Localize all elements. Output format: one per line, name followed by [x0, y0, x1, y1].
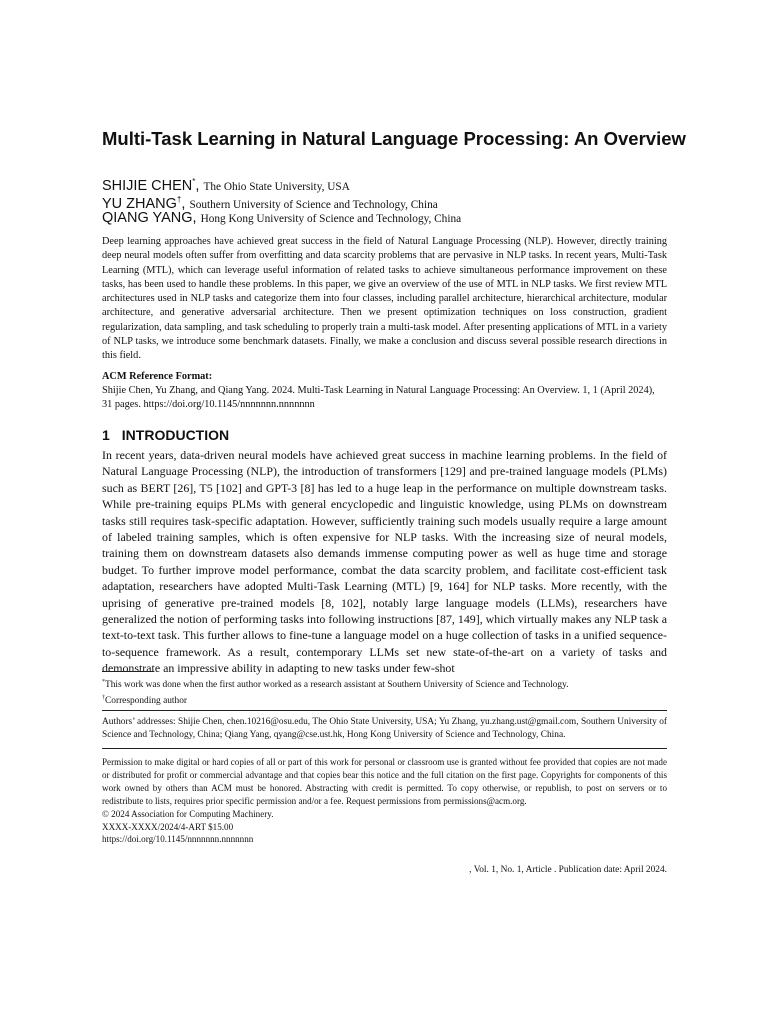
- section-heading-introduction: [102, 427, 229, 443]
- addresses-divider: [102, 710, 667, 711]
- author-entry: [102, 191, 667, 212]
- introduction-body: In recent years, data-driven neural models have achieved great success in machine learning problems. In the field of Natural Language Processing (NLP), the introduction of transformers [129] and pre-trained language models (PLMs) such as BERT [26], T5 [102] and GPT-3 [8] has led to a huge leap in the performance on multiple downstream tasks. While pre-training equips PLMs with general encyclopedic and linguistic knowledge, using PLMs on downstream tasks still requires task-specific adaptation. However, sufficiently training such models usually require a large amount of labeled training samples, which is often expensive for NLP tasks. With the increasing size of neural models, training them on downstream datasets also demands immense computing power as well as huge time and storage budget. To further improve model performance, combat the data scarcity problem, and facilitate cost-efficient task adaptation, researchers have adopted Multi-Task Learning (MTL) [9, 164] for NLP tasks. More recently, with the uprising of generative pre-trained models [8, 102], notably large language models (LLMs), researchers have generalized the notion of performing tasks into following instructions [87, 149], which virtually makes any NLP task a text-to-text task. This further allows to fine-tune a language model on a huge collection of tasks in a unified sequence-to-sequence framework. As a result, contemporary LLMs set new state-of-the-art on a variety of tasks and demonstrate an impressive ability in adapting to new tasks under few-shot: [102, 448, 667, 676]
- copyright-line: © 2024 Association for Computing Machinery.: [102, 808, 274, 819]
- permissions-notice: Permission to make digital or hard copies of all or part of this work for personal or classroom use is granted without fee provided that copies are not made or distributed for profit or commercial advantage and that copies bear this notice and the full citation on the first page. Copyrights for components of this work owned by others than ACM must be honored. Abstracting with credit is permitted. To copy otherwise, or republish, to post on servers or to redistribute to lists, requires prior specific permission and/or a fee. Request permissions from permissions@acm.org.: [102, 757, 667, 806]
- paper-title: Multi-Task Learning in Natural Language Processing: An Overview: [102, 128, 686, 149]
- author-affiliation: Southern University of Science and Technology, China: [189, 198, 438, 211]
- author-name: YU ZHANG†,: [102, 195, 190, 212]
- section-title: INTRODUCTION: [121, 427, 230, 443]
- footnote: †Corresponding author: [102, 694, 188, 706]
- acm-reference-label: ACM Reference Format:: [102, 371, 213, 382]
- author-entry: [102, 173, 667, 194]
- section-number: 1: [102, 427, 110, 443]
- footnote-divider: [102, 671, 154, 672]
- issn-line: XXXX-XXXX/2024/4-ART $15.00: [102, 821, 234, 832]
- acm-reference-format: [102, 370, 667, 412]
- page-footer: , Vol. 1, No. 1, Article . Publication date: April 2024.: [469, 865, 667, 875]
- author-entry: [102, 209, 667, 227]
- author-list: [102, 173, 667, 227]
- permissions-divider: [102, 748, 667, 749]
- author-footnote-mark: *: [192, 177, 196, 186]
- footnote: *This work was done when the first author worked as a research assistant at Southern University of Science and Technology.: [102, 679, 569, 691]
- author-name: SHIJIE CHEN*,: [102, 177, 204, 194]
- author-affiliation: Hong Kong University of Science and Technology, China: [200, 213, 462, 225]
- permissions-block: [102, 756, 667, 846]
- footnotes: [102, 676, 667, 707]
- author-affiliation: The Ohio State University, USA: [203, 180, 350, 193]
- author-name: QIANG YANG,: [102, 210, 201, 226]
- abstract: Deep learning approaches have achieved great success in the field of Natural Language Processing (NLP). However, directly training deep neural models often suffer from overfitting and data scarcity problems that are pervasive in NLP tasks. In recent years, Multi-Task Learning (MTL), which can leverage useful information of related tasks to achieve simultaneous performance improvement on these tasks, has been used to handle these problems. In this paper, we give an overview of the use of MTL in NLP tasks. We first review MTL architectures used in NLP tasks and categorize them into four classes, including parallel architecture, hierarchical architecture, modular architecture, and generative adversarial architecture. Then we present optimization techniques on loss construction, gradient regularization, data sampling, and task scheduling to properly train a multi-task model. After presenting applications of MTL in a variety of NLP tasks, we introduce some benchmark datasets. Finally, we make a conclusion and discuss several possible research directions in this field.: [102, 236, 667, 362]
- doi-line: https://doi.org/10.1145/nnnnnnn.nnnnnnn: [102, 834, 254, 845]
- author-addresses: Authors’ addresses: Shijie Chen, chen.10216@osu.edu, The Ohio State University, USA; Yu Zhang, yu.zhang.ust@gmail.com, Southern University of Science and Technology, China; Qiang Yang, qyang@cse.ust.hk, Hong Kong University of Science and Technology, China.: [102, 717, 667, 740]
- acm-reference-text: Shijie Chen, Yu Zhang, and Qiang Yang. 2024. Multi-Task Learning in Natural Language Processing: An Overview. 1, 1 (April 2024), 31 pages. https://doi.org/10.1145/nnnnnnn.nnnnnnn: [102, 385, 655, 410]
- author-footnote-mark: †: [176, 195, 182, 204]
